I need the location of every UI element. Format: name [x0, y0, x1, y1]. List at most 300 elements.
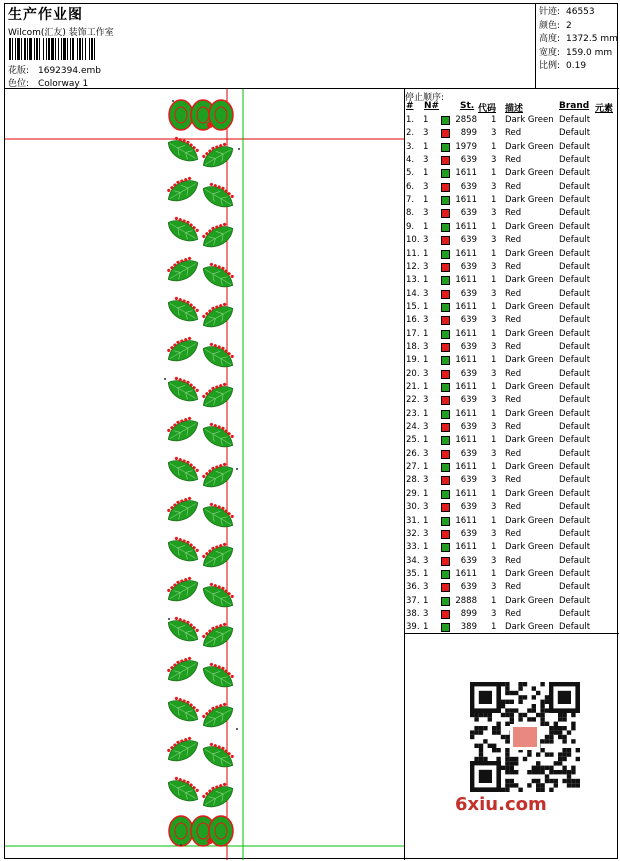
row-needle: 1 [423, 301, 429, 312]
color-swatch [441, 623, 450, 632]
row-code: 1 [491, 408, 497, 419]
row-code: 1 [491, 462, 497, 473]
row-brand: Default [559, 128, 591, 139]
leaf-motif [162, 732, 201, 766]
row-brand: Default [559, 315, 591, 326]
page-title: 生产作业图 [8, 7, 83, 23]
row-index: 20. [406, 368, 420, 379]
row-desc: Red [505, 315, 522, 326]
table-row [405, 542, 619, 555]
row-code: 3 [491, 128, 497, 139]
leaf-motif [164, 372, 203, 406]
row-desc: Dark Green [505, 595, 554, 606]
row-code: 1 [491, 488, 497, 499]
table-row [405, 275, 619, 288]
row-desc: Dark Green [505, 462, 554, 473]
leaf-motif [162, 572, 201, 606]
row-code: 3 [491, 422, 497, 433]
row-brand: Default [559, 555, 591, 566]
row-needle: 1 [423, 542, 429, 553]
color-swatch [441, 343, 450, 352]
row-code: 1 [491, 301, 497, 312]
table-row [405, 289, 619, 302]
col-stitches-header: St. [460, 101, 475, 111]
row-desc: Dark Green [505, 195, 554, 206]
table-row [405, 235, 619, 248]
leaf-motif [197, 218, 236, 252]
row-needle: 1 [423, 382, 429, 392]
row-stitches: 639 [460, 208, 477, 219]
leaf-motif [197, 458, 236, 492]
row-code: 1 [491, 195, 497, 206]
leaf-motif [164, 532, 203, 566]
row-index: 14. [406, 288, 420, 299]
row-code: 1 [491, 435, 497, 446]
row-index: 17. [406, 328, 420, 339]
row-index: 5. [406, 168, 415, 179]
leaf-motif [199, 258, 238, 292]
row-stitches: 1611 [455, 435, 477, 446]
color-swatch [441, 557, 450, 566]
leaf-motif [164, 132, 203, 166]
row-stitches: 1611 [455, 542, 477, 553]
row-needle: 3 [423, 448, 429, 459]
row-stitches: 639 [460, 448, 477, 459]
row-desc: Red [505, 155, 522, 166]
row-code: 3 [491, 608, 497, 619]
row-brand: Default [559, 328, 591, 339]
row-desc: Dark Green [505, 515, 554, 526]
header-info [5, 4, 536, 89]
row-code: 1 [491, 275, 497, 286]
row-stitches: 1979 [455, 141, 477, 152]
row-needle: 3 [423, 608, 429, 619]
row-stitches: 1611 [455, 301, 477, 312]
row-needle: 1 [423, 488, 429, 499]
row-code: 1 [491, 168, 497, 179]
row-stitches: 639 [460, 261, 477, 272]
row-desc: Dark Green [505, 622, 554, 633]
row-needle: 3 [423, 208, 429, 219]
row-needle: 1 [423, 221, 429, 232]
table-row [405, 329, 619, 342]
table-row [405, 435, 619, 448]
col-brand-header: Brand [559, 101, 590, 111]
row-stitches: 1611 [455, 515, 477, 526]
table-row [405, 355, 619, 368]
row-needle: 1 [423, 275, 429, 286]
row-desc: Dark Green [505, 221, 554, 232]
table-row [405, 609, 619, 622]
table-row [405, 556, 619, 569]
row-code: 3 [491, 261, 497, 272]
row-stitches: 1611 [455, 195, 477, 206]
row-stitches: 1611 [455, 488, 477, 499]
color-swatch [441, 410, 450, 419]
row-brand: Default [559, 301, 591, 312]
row-desc: Dark Green [505, 568, 554, 579]
row-code: 3 [491, 555, 497, 566]
row-stitches: 1611 [455, 382, 477, 392]
leaf-motif [164, 212, 203, 246]
row-brand: Default [559, 221, 591, 232]
ornament-dot [207, 838, 213, 844]
row-stitches: 639 [460, 288, 477, 299]
row-needle: 1 [423, 515, 429, 526]
leaf-motif [199, 658, 238, 692]
row-desc: Red [505, 608, 522, 619]
row-needle: 3 [423, 368, 429, 379]
row-desc: Dark Green [505, 355, 554, 366]
row-brand: Default [559, 141, 591, 152]
stat-colors: 颜色: 2 [539, 20, 572, 31]
row-stitches: 639 [460, 528, 477, 539]
row-desc: Red [505, 261, 522, 272]
row-brand: Default [559, 235, 591, 246]
row-index: 9. [406, 221, 415, 232]
row-brand: Default [559, 155, 591, 166]
row-index: 33. [406, 542, 420, 553]
row-desc: Red [505, 422, 522, 433]
row-stitches: 639 [460, 341, 477, 352]
row-needle: 3 [423, 155, 429, 166]
row-index: 16. [406, 315, 420, 326]
ornament-bud [169, 100, 193, 130]
row-desc: Red [505, 555, 522, 566]
stat-height: 高度: 1372.5 mm [539, 34, 618, 45]
row-needle: 3 [423, 555, 429, 566]
color-swatch [441, 290, 450, 299]
leaf-motif [199, 178, 238, 212]
row-code: 3 [491, 475, 497, 486]
color-swatch [441, 423, 450, 432]
row-brand: Default [559, 542, 591, 553]
row-desc: Dark Green [505, 168, 554, 179]
row-code: 1 [491, 595, 497, 606]
row-needle: 3 [423, 261, 429, 272]
table-row [405, 262, 619, 275]
row-code: 1 [491, 622, 497, 633]
leaf-motif [164, 612, 203, 646]
table-row [405, 222, 619, 235]
row-needle: 1 [423, 195, 429, 206]
row-brand: Default [559, 502, 591, 513]
row-brand: Default [559, 622, 591, 633]
row-index: 24. [406, 422, 420, 433]
color-swatch [441, 183, 450, 192]
stat-stitches: 针迹: 46553 [539, 7, 595, 17]
row-desc: Red [505, 235, 522, 246]
leaf-motif [199, 418, 238, 452]
row-desc: Dark Green [505, 435, 554, 446]
table-row [405, 516, 619, 529]
row-code: 3 [491, 448, 497, 459]
row-brand: Default [559, 168, 591, 179]
table-row [405, 315, 619, 328]
row-index: 12. [406, 261, 420, 272]
color-swatch [441, 196, 450, 205]
leaf-motif [199, 338, 238, 372]
row-index: 22. [406, 395, 420, 406]
row-needle: 3 [423, 395, 429, 406]
row-desc: Red [505, 448, 522, 459]
row-brand: Default [559, 288, 591, 299]
row-needle: 1 [423, 168, 429, 179]
col-desc-header: 描述 [505, 104, 524, 114]
table-row [405, 128, 619, 141]
table-row [405, 622, 619, 634]
stray-stitch [164, 378, 166, 380]
row-index: 35. [406, 568, 420, 579]
leaf-motif [164, 772, 203, 806]
row-brand: Default [559, 181, 591, 192]
row-code: 1 [491, 382, 497, 392]
row-brand: Default [559, 528, 591, 539]
row-stitches: 1611 [455, 568, 477, 579]
leaf-motif [164, 292, 203, 326]
row-index: 30. [406, 502, 420, 513]
color-swatch [441, 330, 450, 339]
design-file-line [8, 63, 101, 76]
table-row [405, 449, 619, 462]
row-brand: Default [559, 368, 591, 379]
row-stitches: 389 [460, 622, 477, 633]
stat-scale: 比例: 0.19 [539, 61, 587, 72]
leaf-motif [197, 778, 236, 812]
leaf-motif [164, 692, 203, 726]
table-row [405, 489, 619, 502]
color-swatch [441, 450, 450, 459]
color-swatch [441, 169, 450, 178]
row-stitches: 1611 [455, 462, 477, 473]
color-swatch [441, 476, 450, 485]
row-needle: 1 [423, 141, 429, 152]
leaf-motif [197, 698, 236, 732]
row-stitches: 639 [460, 555, 477, 566]
colorway-label: 色位: [8, 79, 30, 89]
row-stitches: 639 [460, 181, 477, 192]
row-brand: Default [559, 341, 591, 352]
row-code: 3 [491, 368, 497, 379]
row-needle: 1 [423, 115, 429, 125]
stray-stitch [168, 618, 170, 620]
leaf-motif [164, 452, 203, 486]
table-row [405, 182, 619, 195]
stray-stitch [236, 468, 238, 470]
color-swatch [441, 490, 450, 499]
stray-stitch [238, 148, 240, 150]
studio-name: Wilcom(汇友) 装饰工作室 [8, 28, 114, 38]
leaf-motif [162, 172, 201, 206]
row-index: 23. [406, 408, 420, 419]
design-file-label: 花版: [8, 66, 30, 76]
table-row [405, 142, 619, 155]
color-swatch [441, 129, 450, 138]
row-needle: 3 [423, 582, 429, 593]
row-stitches: 1611 [455, 275, 477, 286]
row-brand: Default [559, 195, 591, 206]
row-index: 36. [406, 582, 420, 593]
row-desc: Dark Green [505, 408, 554, 419]
row-index: 3. [406, 141, 415, 152]
row-code: 1 [491, 515, 497, 526]
row-desc: Dark Green [505, 301, 554, 312]
stats-panel [536, 4, 619, 89]
table-row [405, 529, 619, 542]
row-index: 8. [406, 208, 415, 219]
leaf-motif [197, 538, 236, 572]
row-index: 26. [406, 448, 420, 459]
row-code: 3 [491, 395, 497, 406]
row-stitches: 1611 [455, 355, 477, 366]
row-brand: Default [559, 355, 591, 366]
table-row [405, 195, 619, 208]
row-code: 3 [491, 528, 497, 539]
row-needle: 3 [423, 502, 429, 513]
row-desc: Red [505, 208, 522, 219]
row-brand: Default [559, 275, 591, 286]
row-code: 3 [491, 315, 497, 326]
color-swatch [441, 570, 450, 579]
row-needle: 3 [423, 422, 429, 433]
row-needle: 1 [423, 408, 429, 419]
row-stitches: 2858 [455, 115, 477, 125]
stat-width: 宽度: 159.0 mm [539, 47, 613, 58]
color-swatch [441, 316, 450, 325]
row-brand: Default [559, 582, 591, 593]
table-row [405, 168, 619, 181]
row-index: 18. [406, 341, 420, 352]
row-stitches: 2888 [455, 595, 477, 606]
row-index: 1. [406, 115, 415, 125]
row-brand: Default [559, 208, 591, 219]
row-needle: 1 [423, 568, 429, 579]
row-code: 3 [491, 582, 497, 593]
row-index: 34. [406, 555, 420, 566]
row-desc: Red [505, 341, 522, 352]
row-brand: Default [559, 248, 591, 259]
row-needle: 3 [423, 315, 429, 326]
colorway-line [8, 76, 88, 89]
leaf-motif [199, 498, 238, 532]
color-swatch [441, 250, 450, 259]
row-brand: Default [559, 435, 591, 446]
row-brand: Default [559, 608, 591, 619]
row-stitches: 639 [460, 155, 477, 166]
color-swatch [441, 276, 450, 285]
row-stitches: 1611 [455, 328, 477, 339]
row-brand: Default [559, 488, 591, 499]
leaf-motif [199, 738, 238, 772]
color-swatch [441, 143, 450, 152]
row-index: 31. [406, 515, 420, 526]
watermark: 6xiu.com [455, 794, 547, 815]
row-needle: 3 [423, 288, 429, 299]
row-brand: Default [559, 462, 591, 473]
table-row [405, 409, 619, 422]
row-needle: 3 [423, 475, 429, 486]
row-stitches: 639 [460, 475, 477, 486]
row-stitches: 639 [460, 582, 477, 593]
row-index: 37. [406, 595, 420, 606]
row-index: 39. [406, 622, 420, 633]
row-index: 6. [406, 181, 415, 192]
leaf-motif [199, 578, 238, 612]
table-row [405, 382, 619, 395]
row-code: 1 [491, 355, 497, 366]
row-desc: Dark Green [505, 488, 554, 499]
color-swatch [441, 436, 450, 445]
embroidery-design [5, 89, 405, 860]
row-needle: 1 [423, 462, 429, 473]
row-needle: 1 [423, 595, 429, 606]
row-stitches: 1611 [455, 221, 477, 232]
color-swatch [441, 517, 450, 526]
row-code: 3 [491, 208, 497, 219]
row-stitches: 639 [460, 422, 477, 433]
stops-title: 停止顺序: [405, 93, 445, 103]
row-needle: 3 [423, 341, 429, 352]
leaf-motif [162, 412, 201, 446]
col-code-header: 代码 [478, 104, 497, 114]
stop-sequence-panel [405, 89, 619, 634]
row-index: 10. [406, 235, 420, 246]
row-code: 3 [491, 341, 497, 352]
table-row [405, 249, 619, 262]
row-code: 1 [491, 115, 497, 125]
row-needle: 1 [423, 328, 429, 339]
row-code: 1 [491, 328, 497, 339]
color-swatch [441, 503, 450, 512]
table-row [405, 502, 619, 515]
row-desc: Red [505, 582, 522, 593]
row-brand: Default [559, 408, 591, 419]
ornament-dot [207, 122, 213, 128]
row-index: 25. [406, 435, 420, 446]
row-code: 3 [491, 155, 497, 166]
leaf-motif [162, 492, 201, 526]
row-desc: Dark Green [505, 115, 554, 125]
row-desc: Dark Green [505, 542, 554, 553]
leaf-motif [197, 138, 236, 172]
table-row [405, 342, 619, 355]
colorway-value: Colorway 1 [38, 79, 89, 89]
row-brand: Default [559, 568, 591, 579]
color-swatch [441, 263, 450, 272]
row-index: 4. [406, 155, 415, 166]
color-swatch [441, 156, 450, 165]
col-index-header: # [406, 101, 414, 111]
table-row [405, 115, 619, 128]
row-brand: Default [559, 595, 591, 606]
row-desc: Dark Green [505, 275, 554, 286]
row-stitches: 639 [460, 368, 477, 379]
row-index: 27. [406, 462, 420, 473]
leaf-motif [162, 652, 201, 686]
color-swatch [441, 356, 450, 365]
row-code: 3 [491, 181, 497, 192]
row-stitches: 899 [460, 128, 477, 139]
row-needle: 1 [423, 355, 429, 366]
stray-stitch [236, 728, 238, 730]
table-row [405, 422, 619, 435]
row-stitches: 639 [460, 502, 477, 513]
color-swatch [441, 223, 450, 232]
row-stitches: 639 [460, 235, 477, 246]
color-swatch [441, 236, 450, 245]
color-swatch [441, 303, 450, 312]
row-stitches: 639 [460, 395, 477, 406]
